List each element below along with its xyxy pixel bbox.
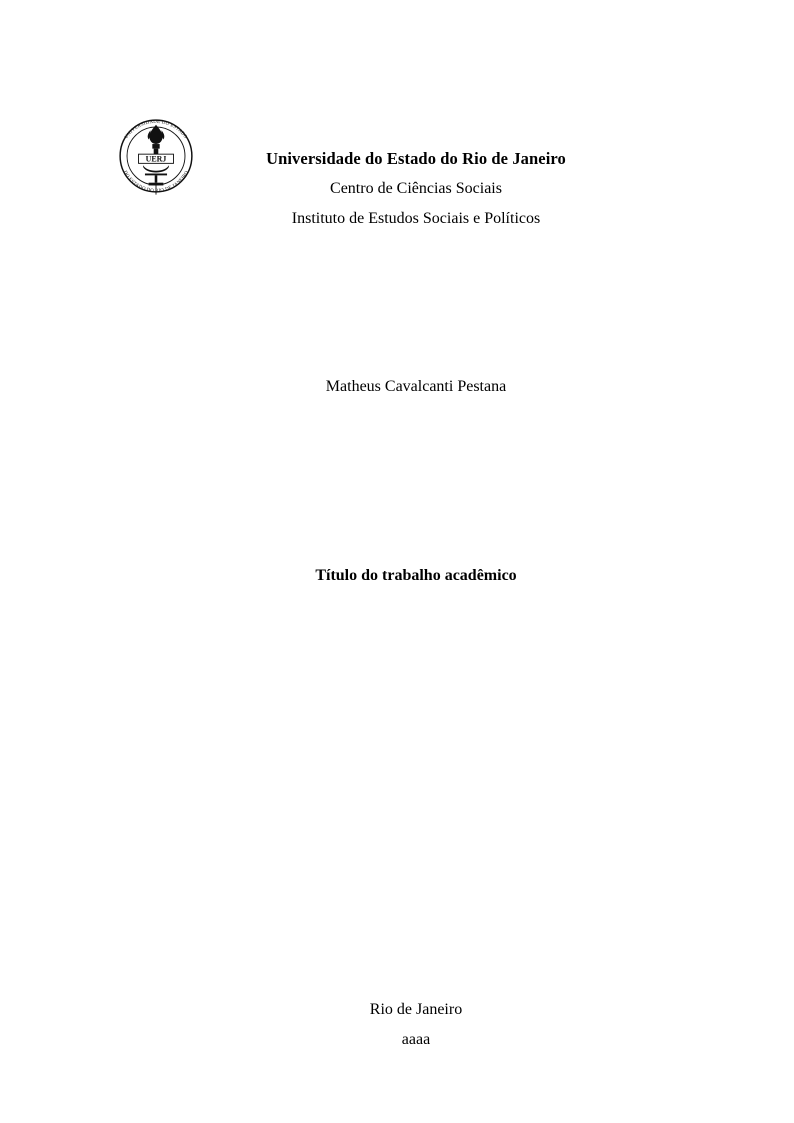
year-value: aaaa bbox=[401, 1031, 431, 1048]
svg-text:UNIVERSIDADE DO ESTADO: UNIVERSIDADE DO ESTADO bbox=[124, 119, 188, 140]
city-name: Rio de Janeiro bbox=[369, 1001, 463, 1018]
uerj-seal-icon bbox=[110, 110, 202, 202]
center-name: Centro de Ciências Sociais bbox=[330, 180, 502, 197]
svg-text:UERJ: UERJ bbox=[145, 154, 167, 164]
document-title: Título do trabalho acadêmico bbox=[315, 567, 517, 584]
university-name: Universidade do Estado do Rio de Janeiro bbox=[266, 149, 566, 168]
institute-name: Instituto de Estudos Sociais e Políticos bbox=[291, 210, 541, 227]
author-name: Matheus Cavalcanti Pestana bbox=[325, 378, 507, 395]
institution-lines bbox=[200, 144, 632, 234]
footer-block bbox=[200, 995, 632, 1055]
svg-text:DO ESTADO DO RIO DE JANEIRO: DO ESTADO DO RIO DE JANEIRO bbox=[121, 170, 191, 194]
